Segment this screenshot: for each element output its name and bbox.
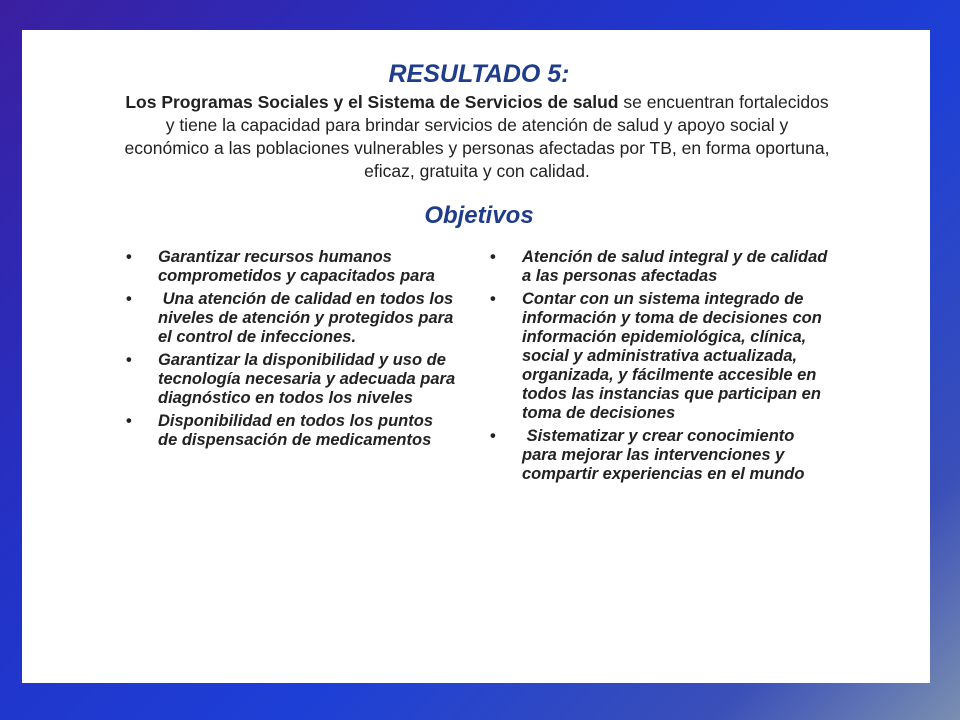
bullet-icon: • [490,290,496,308]
objective-text: Contar con un sistema integrado de información y toma de decisiones con información epidemiológica, clínica, social y administrativa actualizada, organizada, y fácilmente accesible en todos las instancias que participan en toma de decisiones [522,290,822,422]
objectives-left-list [126,248,456,454]
bullet-icon: • [490,248,496,266]
objective-text: Atención de salud integral y de calidad a las personas afectadas [522,248,828,285]
objectives-heading: Objetivos [424,202,534,229]
bullet-icon: • [126,351,132,369]
bullet-icon: • [126,248,132,266]
list-item [126,248,456,286]
intro-paragraph [122,91,832,183]
list-item [126,351,456,408]
bullet-icon: • [490,427,496,445]
bullet-icon: • [126,290,132,308]
objective-text: Disponibilidad en todos los puntos de dispensación de medicamentos [158,412,433,449]
bullet-icon: • [126,412,132,430]
list-item [126,290,456,347]
list-item [126,412,456,450]
slide-title: RESULTADO 5: [388,60,570,88]
objective-text: Sistematizar y crear conocimiento para mejorar las intervenciones y compartir experiencias en el mundo [522,427,805,483]
objective-text: Una atención de calidad en todos los niveles de atención y protegidos para el control de infecciones. [158,290,458,346]
list-item [490,248,830,286]
objective-text: Garantizar recursos humanos comprometidos y capacitados para [158,248,435,285]
slide-canvas [22,30,930,683]
list-item [490,427,830,484]
intro-bold-text: Los Programas Sociales y el Sistema de Servicios de salud [125,92,619,112]
intro-text: se encuentran fortalecidos y tiene la capacidad para brindar servicios de atención de salud y apoyo social y económico a las poblaciones vulnerables y personas afectadas por TB, en forma oportuna, eficaz, gratuita y con calidad. [124,92,830,181]
objectives-right-list [490,248,830,488]
list-item [490,290,830,423]
objective-text: Garantizar la disponibilidad y uso de tecnología necesaria y adecuada para diagnóstico en todos los niveles [158,351,456,407]
